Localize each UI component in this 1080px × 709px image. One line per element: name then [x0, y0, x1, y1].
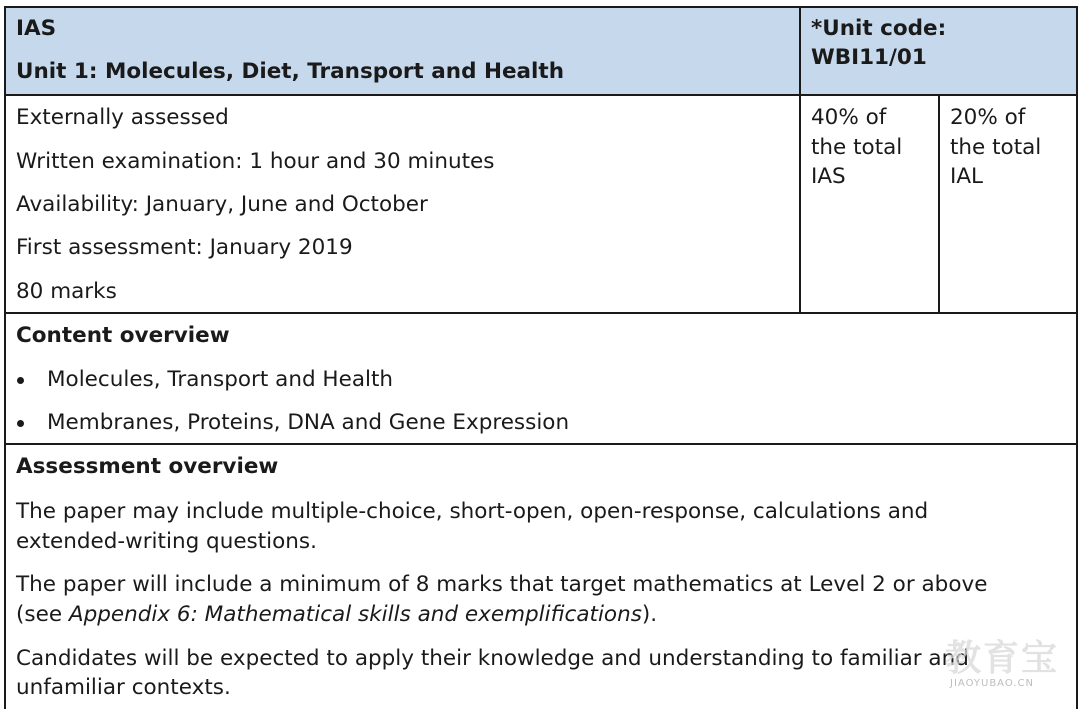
ias-weight-line-3: IAS	[811, 164, 846, 189]
bullet-icon	[17, 377, 24, 384]
col-divider-2	[938, 94, 940, 313]
detail-assessed: Externally assessed	[16, 105, 229, 130]
detail-first-assessment: First assessment: January 2019	[16, 235, 353, 260]
assessment-para-3-line-2: unfamiliar contexts.	[16, 675, 231, 700]
unit-code: WBI11/01	[811, 45, 927, 70]
level-label: IAS	[16, 16, 57, 41]
unit-title: Unit 1: Molecules, Diet, Transport and Health	[16, 59, 565, 84]
detail-marks: 80 marks	[16, 279, 117, 304]
ial-weight-line-3: IAL	[950, 164, 984, 189]
content-item-2: Membranes, Proteins, DNA and Gene Expression	[47, 410, 570, 435]
watermark-logo: 教育宝	[945, 638, 1060, 679]
ial-weight-line-1: 20% of	[950, 105, 1026, 130]
ial-weight-line-2: the total	[950, 135, 1042, 160]
detail-exam-duration: Written examination: 1 hour and 30 minutes	[16, 149, 495, 174]
unit-code-label: *Unit code:	[811, 16, 947, 41]
table-border-top	[4, 6, 1078, 8]
detail-availability: Availability: January, June and October	[16, 192, 428, 217]
row-divider-1	[4, 94, 1078, 96]
appendix-ref-suffix: ).	[641, 602, 658, 627]
row-divider-2	[4, 312, 1078, 314]
content-overview-heading: Content overview	[16, 323, 230, 348]
assessment-para-2-line-2	[16, 600, 657, 630]
assessment-para-2-line-1: The paper will include a minimum of 8 marks that target mathematics at Level 2 or above	[16, 572, 988, 597]
appendix-ref-title: Appendix 6: Mathematical skills and exemplifications	[68, 602, 642, 627]
content-item-1: Molecules, Transport and Health	[47, 367, 394, 392]
ias-weight-line-2: the total	[811, 135, 903, 160]
col-divider-1	[799, 6, 801, 313]
assessment-para-1-line-1: The paper may include multiple-choice, short-open, open-response, calculations and	[16, 499, 929, 524]
bullet-icon	[17, 420, 24, 427]
watermark-site: JIAOYUBAO.CN	[950, 678, 1034, 689]
assessment-para-1-line-2: extended-writing questions.	[16, 529, 317, 554]
assessment-para-3-line-1: Candidates will be expected to apply their knowledge and understanding to familiar and	[16, 646, 969, 671]
table-border-left	[4, 6, 6, 709]
ias-weight-line-1: 40% of	[811, 105, 887, 130]
row-divider-3	[4, 443, 1078, 445]
assessment-overview-heading: Assessment overview	[16, 454, 279, 479]
appendix-ref-prefix: (see	[16, 602, 69, 627]
table-border-right	[1076, 6, 1078, 709]
